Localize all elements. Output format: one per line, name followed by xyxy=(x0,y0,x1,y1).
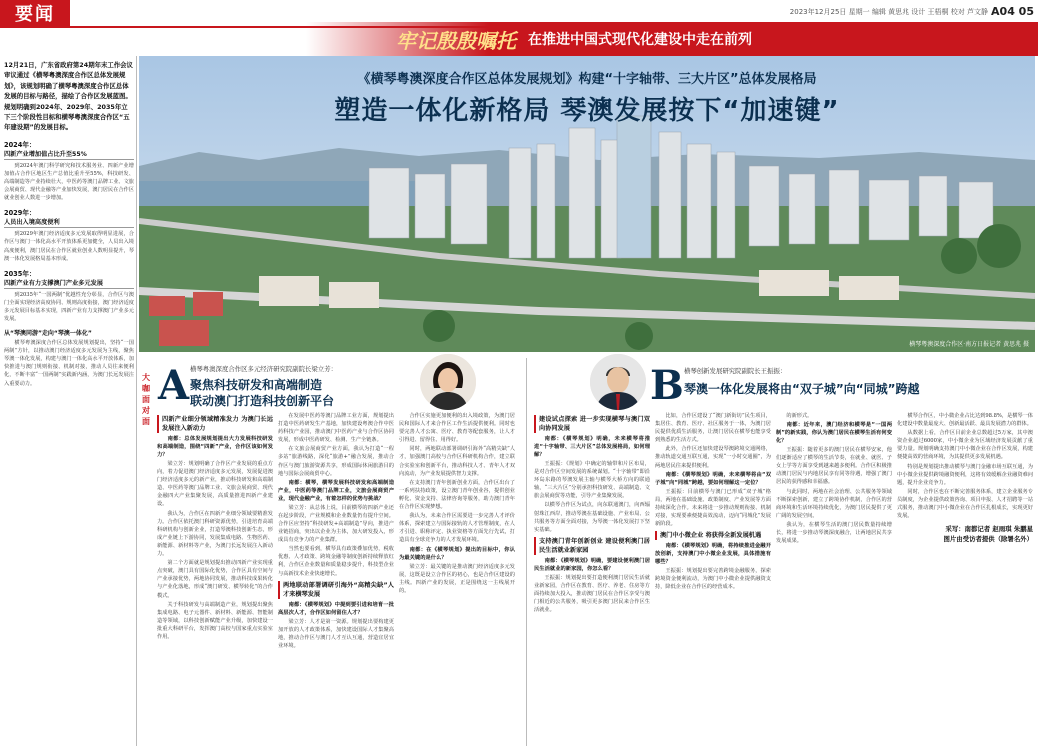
interview-question: 南都：总体发展规划提出大力发展科技研发和高端制造，围绕“四新”产业，合作区该如何发力？ xyxy=(157,436,273,458)
paragraph: 梁立芳：最关键的是推动澳门经济适度多元发展，这既是设立合作区的初心，也是合作区建设的主线。四新产业的发展，正是围绕这一主线展开的。 xyxy=(399,563,515,594)
paragraph: 梁立芳：从总体上说，目前横琴的四新产业还在起步阶段，产业规模和企业数量仍有提升空间。合作区应坚持“科技研发+高端制造”导向，推进产业链招商，突出以企业为主体，加大研发投入，形成具有竞争力的产业集群。 xyxy=(278,504,394,544)
subheading: 支持澳门青年创新创业 建设便利澳门居民生活就业新家园 xyxy=(534,537,650,555)
paragraph: 特别是规划提出推动横琴与澳门金融市场互联互通，为中小微企业提供跨境融资便利，这将有效缓解企业融资难问题，提升企业竞争力。 xyxy=(897,463,1033,486)
interview-question: 南都：横琴，横琴发展科技研发和高端制造产业，中医药等澳门品牌工业，文旅会展商贸产业，现代金融产业，有着怎样的优势与挑战？ xyxy=(278,479,394,502)
paragraph: 我认为，在横琴生活的澳门居民数量持续增长，将进一步推动琴澳深度融合，让两地居民共享发展成果。 xyxy=(776,521,892,545)
lead-paragraph: 12月21日，广东省政府第24期年末工作会议审议通过《横琴粤澳深度合作区总体发展规划》，该规划明确了横琴粤澳深度合作区总体发展的目标与路径，描绘了合作区发展蓝图。规划明确到2024年、2029年、2035年立下三个阶段性目标和横琴粤澳深度合作区“五年建设期”的发展目标。 xyxy=(4,61,133,132)
subheading: 四新产业细分领域精准发力 为澳门长远发展注入新动力 xyxy=(157,415,273,433)
left-column xyxy=(4,60,134,746)
interview-a-intro: 横琴粤澳深度合作区多元经济研究院副院长梁立芳： xyxy=(190,365,337,373)
article-divider xyxy=(526,358,527,746)
paragraph: 第二个方面就是规划提出推动四新产业实现重点突破，澳门具有国际化优势，合作区具有空间与产业承接优势，两地协同发展，推动科技成果转化与产业化落地，形成“澳门研发、横琴转化”的合作模式。 xyxy=(157,560,273,599)
section-title: 四新产业增加值占比升至55% xyxy=(4,149,134,160)
paragraph: 王振振：《规划》中确定的轴带和片区布局，是对合作区空间发展的系统谋划。“十字轴带”即沿环岛东路的琴澳发展主轴与横琴大桥方向的联通轴，“三大片区”分别承担科技研发、高端制造、文旅会展商贸等功能，引导产业集聚发展。 xyxy=(534,461,650,500)
paragraph: 以横琴合作区为试点，向东联通澳门，向西辐射珠江西岸，推动琴澳在基础设施、产业布局、公共服务等方面全面对接，为琴澳一体化发展打下坚实基础。 xyxy=(534,502,650,533)
red-banner xyxy=(306,22,1038,56)
person-portrait-icon xyxy=(420,354,476,410)
article-column-1 xyxy=(157,412,273,746)
hero-photo xyxy=(139,56,1035,352)
section-text: 到2035年“一国两制”优越性充分彰显，合作区与澳门全面实现经济高度协同、规则高度衔接，澳门经济适度多元发展目标基本实现，四新产业有力支撑澳门产业多元发展。 xyxy=(4,291,134,322)
section-title: 四新产业有力支撑澳门产业多元发展 xyxy=(4,278,134,289)
paragraph: 梁立芳：规划明确了合作区产业发展的重点方向，着力促进澳门经济适度多元发展，发展促进澳门经济适度多元的新产业，推动科技研发和高端制造、中医药等澳门品牌工业、文旅会展商贸、现代金融四大产业集聚发展，高质量推进四新产业建设。 xyxy=(157,461,273,508)
interview-question: 南都：《横琴规划》明确，要建设便利澳门居民生活就业的新家园，你怎么看？ xyxy=(534,557,650,572)
vertical-tag: 大咖面对面 xyxy=(142,373,150,426)
paragraph: 王振振：目前横琴与澳门已形成“双子城”格局，两地在基础设施、政策制度、产业发展等方面持续深化合作。未来将进一步推动规则衔接、机制对接，实现要素便捷高效流动，迈向“同城化”发展新阶段。 xyxy=(655,488,771,528)
paragraph: 比如，合作区建设了“澳门新街坊”民生项目，集居住、教育、医疗、社区服务于一体，为澳门居民提供优质生活服务，让澳门居民在横琴也能享受到熟悉的生活方式。 xyxy=(655,413,771,444)
column-divider xyxy=(136,56,137,746)
paragraph: 在支持澳门青年创新创业方面，合作区出台了一系列扶持政策，设立澳门青年创业谷，提供创业孵化、资金支持、法律咨询等服务，助力澳门青年在合作区实现梦想。 xyxy=(399,479,515,511)
section-text: 到2029年澳门经济适度多元发展取得明显进展，合作区与澳门一体化高水平开放体系更加健全，人员出入境高度便利，澳门居民在合作区就业创业人数明显提升，琴澳一体化发展格局基本形成。 xyxy=(4,231,134,262)
interview-question: 南都：在《横琴规划》提出的目标中，你认为最关键的是什么？ xyxy=(399,546,515,561)
banner-subtitle: 在推进中国式现代化建设中走在前列 xyxy=(528,32,752,48)
article-column-4 xyxy=(534,412,650,746)
interview-question: 南都：《横琴规划》明确，将持续推进金融开放创新，支持澳门中小微企业发展，具体措施有哪些？ xyxy=(655,543,771,566)
article-column-3 xyxy=(399,412,515,746)
interview-b-letter: B xyxy=(650,362,684,409)
paragraph: 王振振：规划提出要完善跨境金融服务，探索跨境资金便利流动，为澳门中小微企业提供融资支持，降低企业在合作区的经营成本。 xyxy=(655,568,771,591)
paragraph: 我认为，合作区在四新产业细分领域要精准发力。合作区依托澳门科研资源优势，引进培育高端科研机构与创新企业，打造琴澳科技创新生态，形成产业链上下游协同，发展集成电路、生物医药、新能源、新材料等产业，为澳门长远发展注入新动力。 xyxy=(157,510,273,558)
person-portrait-icon xyxy=(590,354,646,410)
section-badge: 要闻 xyxy=(0,0,70,26)
subheading: 两地联动部署调研引海外“高精尖缺”人才来横琴发展 xyxy=(278,581,394,599)
paragraph: 王振振：随着更多的澳门居民在横琴安家，他们逐渐适应了横琴的生活节奏，在就业、就医、子女上学等方面享受到越来越多便利。合作区积极推动澳门居民与内地居民享有同等待遇，增强了澳门居民的获得感和幸福感。 xyxy=(776,447,892,486)
interview-question: 南都：《横琴规划》明确，未来横琴将由“双子城”向“同城”跨越，要如何理解这一定位？ xyxy=(655,471,771,486)
article-column-7 xyxy=(897,412,1033,746)
paragraph: 关于科技研发与高端制造产业，规划提出聚焦集成电路、电子元器件、新材料、新能源、智能制造等领域，以科技创新赋能产业升级，加快建设一批重大科研平台，发挥澳门高校与国家重点实验室作用。 xyxy=(157,601,273,640)
paragraph: 与此同时，两地在社会治理、公共服务等领域不断探索创新，建立了跨境协作机制，合作区的营商环境和生活环境持续优化，为澳门居民提供了更广阔的发展空间。 xyxy=(776,488,892,519)
paragraph: 我认为，未来合作区需要进一步完善人才评价体系，探索建立与国际接轨的人才管理制度，在人才引进、职称评定、执业资格等方面先行先试，打造具有全球竞争力的人才发展环境。 xyxy=(399,513,515,544)
article-column-5 xyxy=(655,412,771,746)
subheading: 澳门中小微企业 将获得全新发展机遇 xyxy=(655,531,771,540)
portrait-interviewee-a xyxy=(420,354,476,410)
main-headline: 塑造一体化新格局 琴澳发展按下“加速键” xyxy=(334,96,840,126)
article-column-2 xyxy=(278,412,394,746)
banner-motto: 牢记殷殷嘱托 xyxy=(396,28,516,53)
subheading: 建设试点探索 进一步实现横琴与澳门双向协同发展 xyxy=(534,415,650,433)
interview-question: 南都：《横琴规划》中提到要引进和培育一批高层次人才，合作区如何留住人才？ xyxy=(278,601,394,616)
paragraph: 在发展中医药等澳门品牌工业方面，规划提出打造中医药研发生产基地，加快建设粤澳合作中医药科技产业园，推动澳门中医药产业与合作区协同发展，形成中医药研发、检测、生产全链条。 xyxy=(278,413,394,444)
interview-question: 南都：近年来，澳门经济和横琴是“一国两制”的新实践，你认为澳门居民在横琴生活有何变化？ xyxy=(776,422,892,445)
paragraph: 同时，两地联动部署调研引海外“高精尖缺”人才，加强澳门高校与合作区科研机构合作，建立联合实验室和创新平台，推动科技人才、青年人才双向流动，为产业发展提供智力支撑。 xyxy=(399,446,515,477)
page-number: A04 05 xyxy=(991,5,1034,18)
interview-b-title: 琴澳一体化发展将由“双子城”向“同城”跨越 xyxy=(684,382,920,396)
interview-b-intro: 横琴创新发展研究院副院长王振振： xyxy=(684,367,787,375)
interview-a-letter: A xyxy=(158,362,190,409)
paragraph: 合作区实施更加便利的出入境政策，为澳门居民和国际人才来合作区工作生活提供便利。同时也要完善人才公寓、医疗、教育等配套服务，让人才引得进、留得住、用得好。 xyxy=(399,413,515,444)
paragraph: 此外，合作区还加快建设琴澳跨境交通网络，推动轨道交通互联互通，实现“一小时交通圈”，为两地居民往来提供便利。 xyxy=(655,446,771,469)
photo-kicker: 《横琴粤澳深度合作区总体发展规划》构建“十字轴带、三大片区”总体发展格局 xyxy=(357,72,817,87)
paragraph: 在文旅会展商贸产业方面，我认为打造“一程多站”旅游线路，深化“旅游+”融合发展，推动合作区与澳门旅游资源共享，形成国际休闲旅游目的地与国际会展商贸中心。 xyxy=(278,446,394,477)
photo-credit: 横琴粤澳深度合作区·南方日报记者 黄思兆 摄 xyxy=(909,341,1029,348)
header-meta: 2023年12月25日 星期一 编辑 黄思兆 设计 王梧桐 校对 芦文静 xyxy=(789,8,988,16)
section-year: 2029年： xyxy=(4,209,36,218)
article-column-6 xyxy=(776,412,892,746)
paragraph: 从数据上看，合作区目前企业总数超过5万家，其中澳资企业超过6000家，中小微企业为区域经济发展贡献了重要力量。规划明确支持澳门中小微企业在合作区发展，构建便捷高效的营商环境，为其提供更多发展机遇。 xyxy=(897,430,1033,461)
left-subheading: 从“琴澳同游”走向“琴澳一体化” xyxy=(4,330,92,338)
section-2029 xyxy=(4,207,134,262)
section-2024 xyxy=(4,139,134,202)
left-subheading-text: 横琴粤澳深度合作区总体发展规划提出，坚持“一国两制”方针，以推动澳门经济适度多元发展为主线，聚焦琴澳一体化发展，构建与澳门一体化高水平开放体系，加快推进与澳门规则衔接、机制对接，推动人员往来便利化，不断丰富“一国两制”实践新内涵，为澳门长远发展注入重要动力。 xyxy=(4,340,134,387)
paragraph: 横琴合作区，中小微企业占比达到98.8%，是横琴一体化建设中数量最庞大、创新最活跃、最具发展潜力的群体。 xyxy=(897,413,1033,428)
section-year: 2035年： xyxy=(4,269,36,278)
paragraph: 的新形式。 xyxy=(786,413,813,419)
portrait-interviewee-b xyxy=(590,354,646,410)
interview-question: 南都：《横琴规划》明确，未来横琴将推进“十字轴带、三大片区”总体发展格局，如何理解？ xyxy=(534,436,650,458)
reporter-credit: 采写：南都记者 赵雨琪 朱鹏星 图片由受访者提供（除署名外） xyxy=(943,525,1033,544)
section-year: 2024年： xyxy=(4,140,36,149)
paragraph: 梁立芳：人才是第一资源。规划提出要构建更加开放的人才政策体系，加快建设国际人才集聚高地，推动合作区与澳门人才互认互通，营造宜居宜业环境。 xyxy=(278,618,394,649)
section-2035 xyxy=(4,268,134,323)
section-title: 人员出入境高度便利 xyxy=(4,217,134,228)
section-text: 到2024年澳门科学研究和技术服务业、四新产业增加值占合作区地区生产总值比重升至55%，科技研发、高端制造等产业持续壮大，中医药等澳门品牌工业、文旅会展商贸、现代金融等产业加快发展，澳门居民在合作区就业创业人数进一步增加。 xyxy=(4,162,134,202)
paragraph: 同时，合作区也在不断完善服务体系，建立企业服务专员制度，为企业提供政策咨询、项目申报、人才招聘等一站式服务，推动澳门中小微企业在合作区扎根成长，实现更好发展。 xyxy=(897,488,1033,520)
interview-a-title-line2: 联动澳门打造科技创新平台 xyxy=(190,394,335,408)
interview-a-title-line1: 聚焦科技研发和高端制造 xyxy=(190,378,323,392)
paragraph: 当然也要看到，横琴具有政策叠加优势，税收优惠、人才政策、跨境金融等制度创新持续释放红利，合作区企业数量和质量稳步提升，科技型企业与高新技术企业快速增长。 xyxy=(278,546,394,577)
paragraph: 王振振：规划提出要打造便利澳门居民生活就业新家园，合作区在教育、医疗、养老、住房等方面持续加大投入，推动澳门居民在合作区享受与澳门相近的公共服务，吸引更多澳门居民来合作区生活就业。 xyxy=(534,574,650,614)
